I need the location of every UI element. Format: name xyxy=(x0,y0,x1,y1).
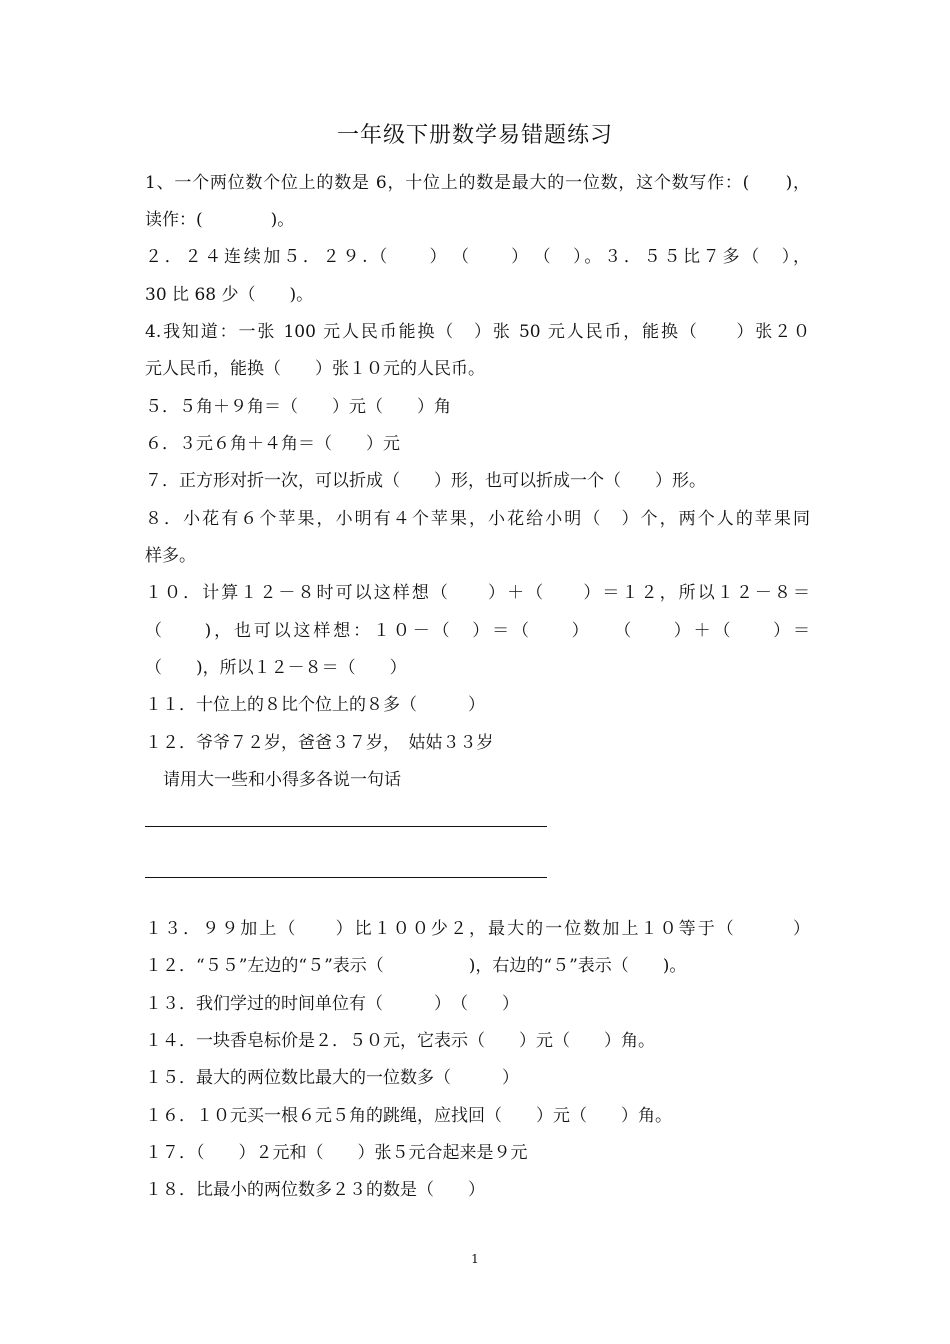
question-line: １４．一块香皂标价是２．５０元，它表示（ ）元（ ）角。 xyxy=(145,1031,655,1051)
question-line: （ )，也可以这样想：１０－（ ）＝（ ） （ ）＋（ ）＝ xyxy=(145,621,810,641)
question-line: １２．爷爷７２岁，爸爸３７岁， 姑姑３３岁 xyxy=(145,733,494,753)
question-line: 样多。 xyxy=(145,546,196,566)
question-line: 元人民币，能换（ ）张１０元的人民币。 xyxy=(145,359,485,379)
question-line: １５．最大的两位数比最大的一位数多（ ） xyxy=(145,1068,519,1088)
question-line: （ )，所以１２－８＝（ ） xyxy=(145,658,407,678)
question-line: ７．正方形对折一次，可以折成（ ）形，也可以折成一个（ ）形。 xyxy=(145,471,706,491)
question-line: 请用大一些和小得多各说一句话 xyxy=(163,770,401,790)
question-line: 读作：( )。 xyxy=(145,210,295,230)
question-line: １３．９９加上（ ）比１００少２，最大的一位数加上１０等于（ ） xyxy=(145,919,810,939)
question-line: ２．２４连续加５．２９.（ ） （ ） （ ）。３．５５比７多（ ）， xyxy=(145,247,810,267)
question-line: ８．小花有６个苹果，小明有４个苹果，小花给小明（ ）个，两个人的苹果同 xyxy=(145,509,810,529)
question-line: １２．“５５”左边的“５”表示（ )，右边的“５”表示（ )。 xyxy=(145,956,687,976)
question-line: 4.我知道：一张 100 元人民币能换（ ）张 50 元人民币，能换（ ）张２０ xyxy=(145,322,810,342)
page-number: 1 xyxy=(471,1252,479,1266)
question-line: １３．我们学过的时间单位有（ ） （ ） xyxy=(145,994,519,1014)
question-line: 30 比 68 少（ )。 xyxy=(145,285,314,305)
question-line: 1、一个两位数个位上的数是 6，十位上的数是最大的一位数，这个数写作：( )， xyxy=(145,173,810,193)
question-line: １７．（ ）２元和（ ）张５元合起来是９元 xyxy=(145,1143,528,1163)
question-line: １０．计算１２－８时可以这样想（ ）＋（ ）＝１２，所以１２－８＝ xyxy=(145,583,810,603)
answer-line xyxy=(145,826,547,827)
answer-line xyxy=(145,877,547,878)
question-line: ５．５角＋９角＝（ ）元（ ）角 xyxy=(145,397,451,417)
page-title: 一年级下册数学易错题练习 xyxy=(336,123,613,148)
question-line: １１．十位上的８比个位上的８多（ ） xyxy=(145,695,485,715)
question-line: １６．１０元买一根６元５角的跳绳，应找回（ ）元（ ）角。 xyxy=(145,1106,672,1126)
question-line: １８．比最小的两位数多２３的数是（ ） xyxy=(145,1180,485,1200)
question-line: ６．３元６角＋４角＝（ ）元 xyxy=(145,434,400,454)
